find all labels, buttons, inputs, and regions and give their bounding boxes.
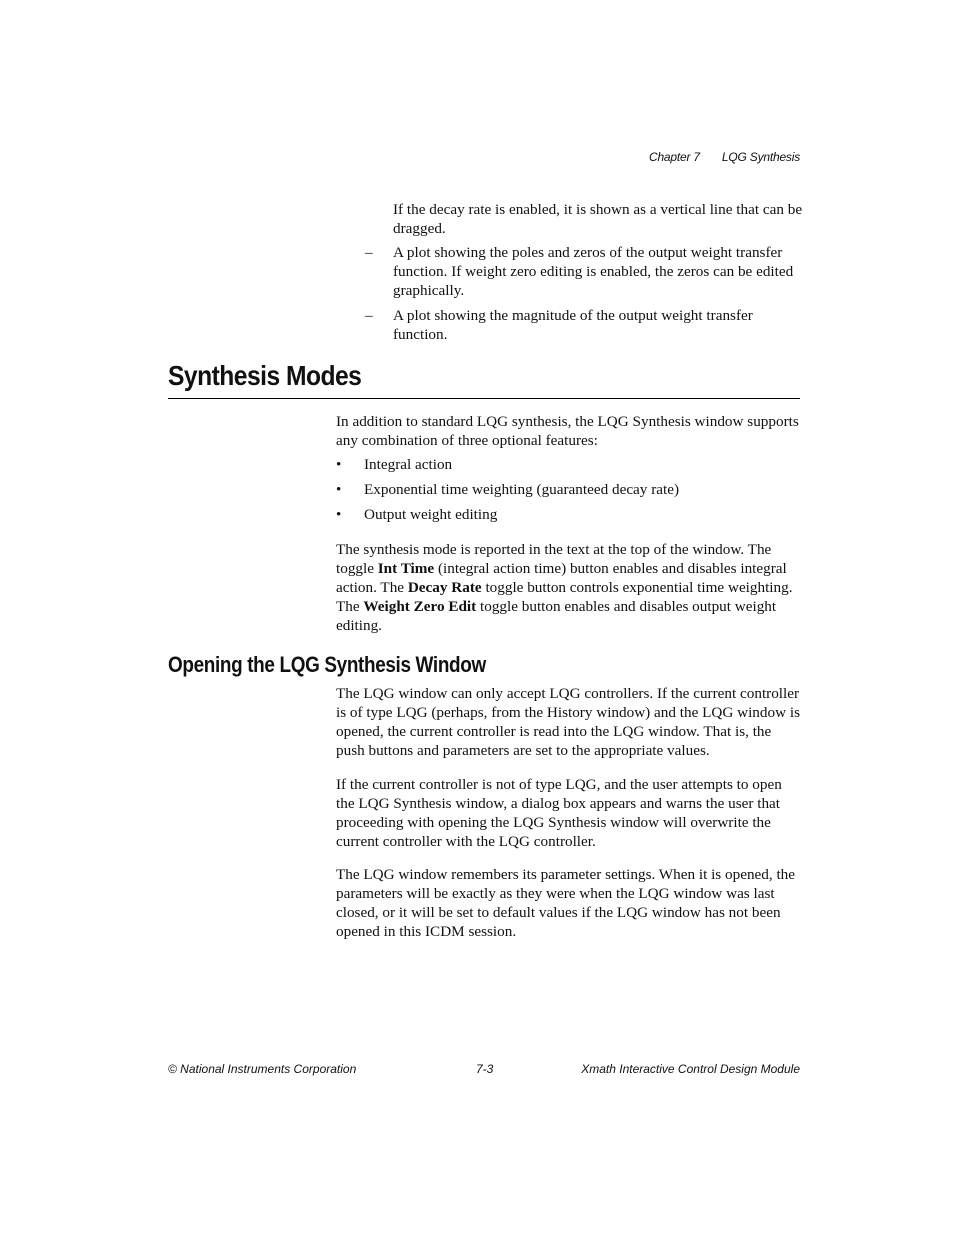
bullet-mark: • — [336, 481, 342, 498]
mode-text: The synthesis mode is reported in the text at the top of the window. The toggle — [336, 541, 772, 577]
footer-copyright: © National Instruments Corporation — [168, 1062, 357, 1076]
mode-text: toggle button enables and disables output weight editing. — [336, 597, 777, 634]
body-paragraph: The LQG window remembers its parameter settings. When it is opened, the parameters will be exactly as they were when the LQG window was last closed, or it will be set to default values if the LQG window has not been opened in this ICDM session. — [336, 866, 796, 940]
body-paragraph: The LQG window can only accept LQG controllers. If the current controller is of type LQG (perhaps, from the History window) and the LQG window is opened, the current controller is read into the LQG window. That is, the push buttons and parameters are set to the appropriate values. — [336, 685, 800, 759]
bullet-text: Exponential time weighting (guaranteed decay rate) — [364, 481, 680, 498]
int-time-term: Int Time — [377, 559, 435, 577]
header-chapter: Chapter 7 — [648, 150, 700, 164]
heading-rule — [168, 398, 800, 399]
section-heading-opening-lqg: Opening the LQG Synthesis Window — [168, 652, 486, 677]
section-heading-synthesis-modes: Synthesis Modes — [168, 360, 362, 391]
header-title: LQG Synthesis — [721, 150, 800, 164]
intro-paragraph: In addition to standard LQG synthesis, the LQG Synthesis window supports any combination of three optional features: — [336, 413, 799, 449]
bullet-text: Integral action — [364, 456, 453, 473]
running-header — [649, 150, 800, 164]
synthesis-mode-paragraph — [336, 541, 802, 636]
bullet-text: Output weight editing — [364, 506, 498, 523]
bullet-mark: • — [336, 456, 342, 473]
dash-mark: – — [365, 307, 373, 324]
mode-text: toggle button controls exponential time weighting. The — [336, 578, 793, 615]
weight-zero-edit-term: Weight Zero Edit — [363, 597, 477, 615]
dash-mark: – — [365, 244, 373, 261]
dash-item-text: A plot showing the magnitude of the output weight transfer function. — [393, 307, 753, 343]
footer-manual-title: Xmath Interactive Control Design Module — [581, 1062, 800, 1076]
mode-text: (integral action time) button enables and disables integral action. The — [336, 559, 787, 596]
decay-rate-term: Decay Rate — [407, 578, 482, 596]
dash-item-text: A plot showing the poles and zeros of the output weight transfer function. If weight zero editing is enabled, the zeros can be edited graphically. — [393, 244, 794, 299]
continuation-paragraph: If the decay rate is enabled, it is shown as a vertical line that can be dragged. — [393, 201, 803, 237]
bullet-mark: • — [336, 506, 342, 523]
body-paragraph: If the current controller is not of type LQG, and the user attempts to open the LQG Synthesis window, a dialog box appears and warns the user that proceeding with opening the LQG Synthesis window will overwrite the current controller with the LQG controller. — [336, 776, 782, 850]
footer-page-number: 7-3 — [476, 1062, 494, 1076]
